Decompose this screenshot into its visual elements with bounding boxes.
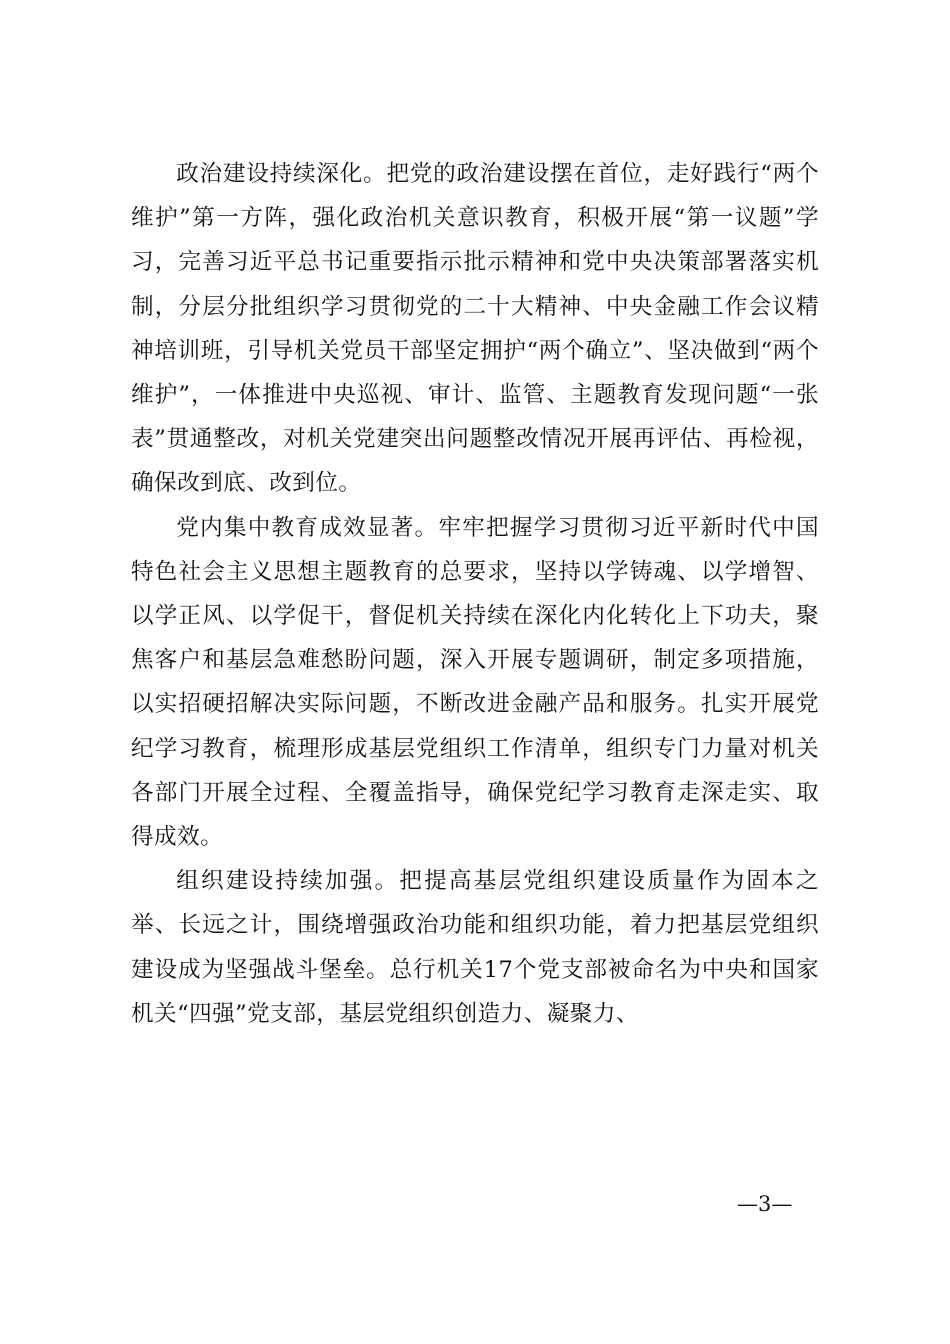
document-body bbox=[131, 152, 819, 1036]
paragraph-party-education: 党内集中教育成效显著。牢牢把握学习贯彻习近平新时代中国特色社会主义思想主题教育的总要求，坚持以学铸魂、以学增智、以学正风、以学促干，督促机关持续在深化内化转化上下功夫，聚焦客户和基层急难愁盼问题，深入开展专题调研，制定多项措施，以实招硬招解决实际问题，不断改进金融产品和服务。扎实开展党纪学习教育，梳理形成基层党组织工作清单，组织专门力量对机关各部门开展全过程、全覆盖指导，确保党纪学习教育走深走实、取得成效。 bbox=[131, 514, 819, 851]
page-number: —3— bbox=[737, 1192, 793, 1216]
paragraph-organization-building: 组织建设持续加强。把提高基层党组织建设质量作为固本之举、长远之计，围绕增强政治功能和组织功能，着力把基层党组织建设成为坚强战斗堡垒。总行机关17个党支部被命名为中央和国家机关“四强”党支部，基层党组织创造力、凝聚力、 bbox=[131, 868, 819, 1027]
paragraph-political-building: 政治建设持续深化。把党的政治建设摆在首位，走好践行“两个维护”第一方阵，强化政治机关意识教育，积极开展“第一议题”学习，完善习近平总书记重要指示批示精神和党中央决策部署落实机制，分层分批组织学习贯彻党的二十大精神、中央金融工作会议精神培训班，引导机关党员干部坚定拥护“两个确立”、坚决做到“两个维护”，一体推进中央巡视、审计、监管、主题教育发现问题“一张表”贯通整改，对机关党建突出问题整改情况开展再评估、再检视，确保改到底、改到位。 bbox=[131, 161, 819, 497]
